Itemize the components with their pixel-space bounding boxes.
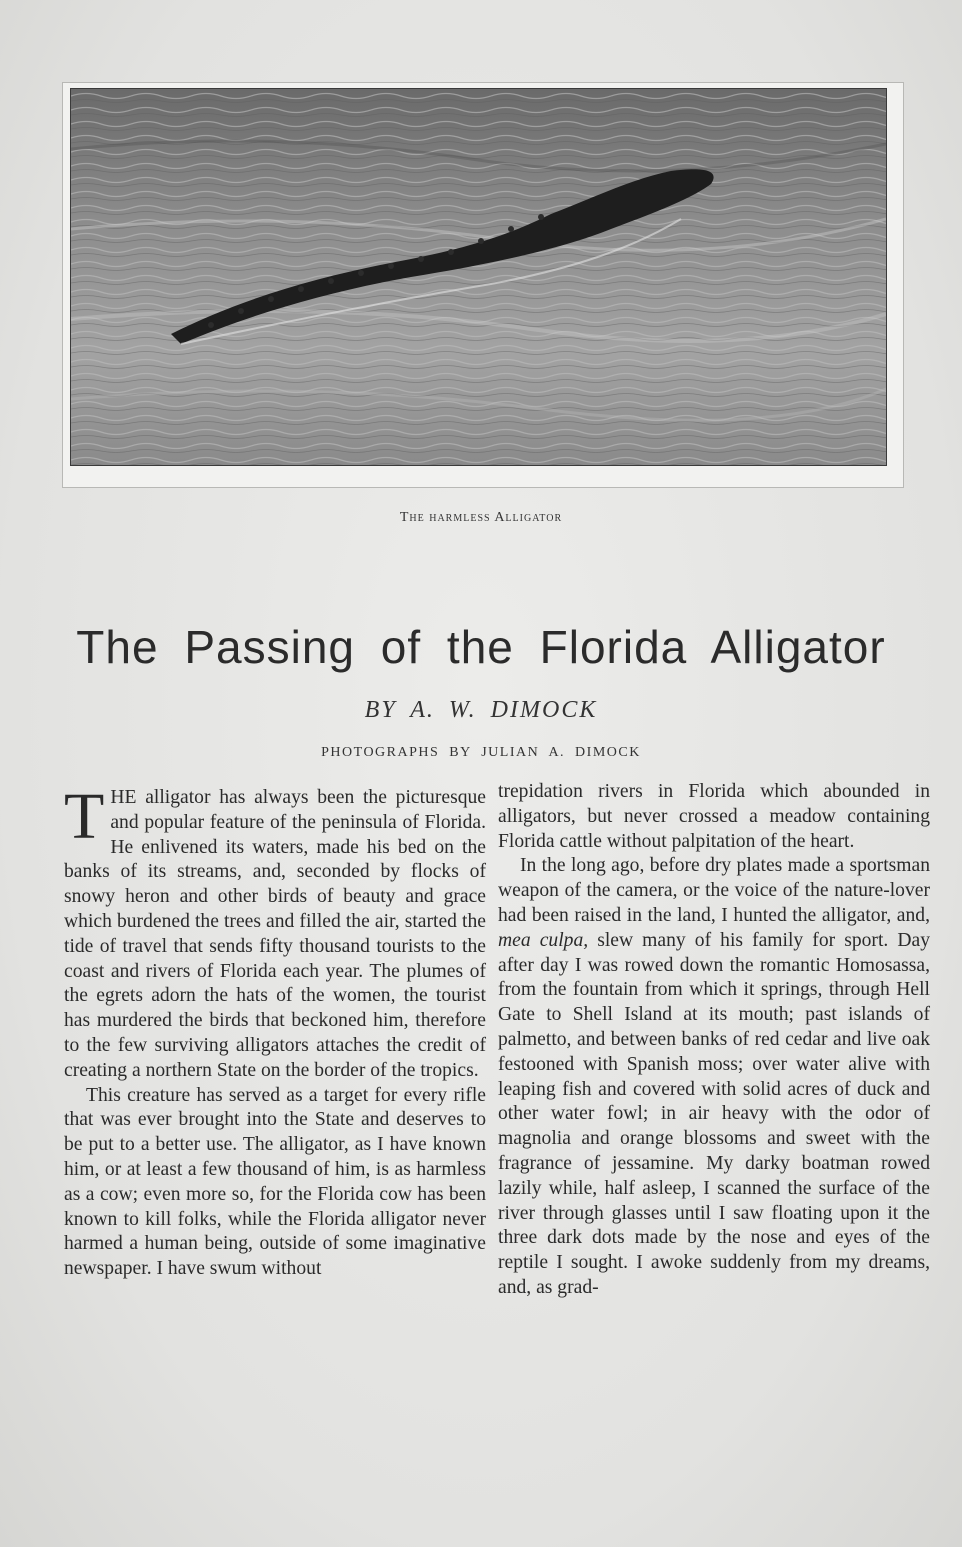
column-right — [498, 780, 930, 1301]
alligator-photograph — [70, 88, 887, 466]
paragraph-text: In the long ago, before dry plates made a sportsman weapon of the camera, or the voice of the nature-lover had been raised in the land, I hunted the alligator, and, — [498, 855, 930, 926]
paragraph — [498, 854, 930, 1300]
paragraph-text: slew many of his family for sport. Day after day I was rowed down the romantic Homosassa, from the fountain from which it springs, through Hell Gate to Shell Island at its mouth; past islands of palmetto, and between banks of red cedar and live oak festooned with Spanish moss; over water alive with leaping fish and covered with solid acres of duck and other water fowl; in air heavy with the odor of magnolia and orange blossoms and sweet with the fragrance of jessamine. My darky boatman rowed lazily while, half asleep, I scanned the surface of the river through glasses until I saw floating upon it the three dark dots made by the nose and eyes of the reptile I sought. I awoke suddenly from my dreams, and, as grad- — [498, 929, 930, 1298]
latin-phrase: mea culpa, — [498, 929, 589, 951]
photo-frame — [62, 82, 904, 488]
photo-credit: PHOTOGRAPHS BY JULIAN A. DIMOCK — [321, 745, 641, 760]
article-byline: BY A. W. DIMOCK — [364, 697, 598, 723]
photo-caption: The harmless Alligator — [399, 510, 563, 525]
paragraph: trepidation rivers in Florida which abounded in alligators, but never crossed a meadow containing Florida cattle without palpitation of the heart. — [498, 781, 930, 852]
paragraph-text: HE alligator has always been the picturesque and popular feature of the peninsula of Florida. He enlivened its waters, made his bed on the banks of its streams, and, seconded by flocks of snowy heron and other birds of beauty and grace which burdened the trees and filled the air, started the tide of travel that sends fifty thousand tourists to the coast and rivers of Florida each year. The plumes of the egrets adorn the hats of the women, the tourist has murdered the birds that beckoned him, therefore to the few surviving alligators attaches the credit of creating a northern State on the border of the tropics. — [64, 787, 486, 1081]
column-left — [64, 780, 486, 1282]
article-title: The Passing of the Florida Alligator — [76, 621, 886, 673]
paragraph — [64, 780, 486, 1084]
drop-cap: T — [64, 780, 105, 853]
paragraph: This creature has served as a target for every rifle that was ever brought into the State and deserves to be put to a better use. The alligator, as I have known him, or at least a few thousand of him, is as harmless as a cow; even more so, for the Florida cow has been known to kill folks, while the Florida alligator never harmed a human being, outside of some imaginative newspaper. I have swum without — [64, 1084, 486, 1280]
